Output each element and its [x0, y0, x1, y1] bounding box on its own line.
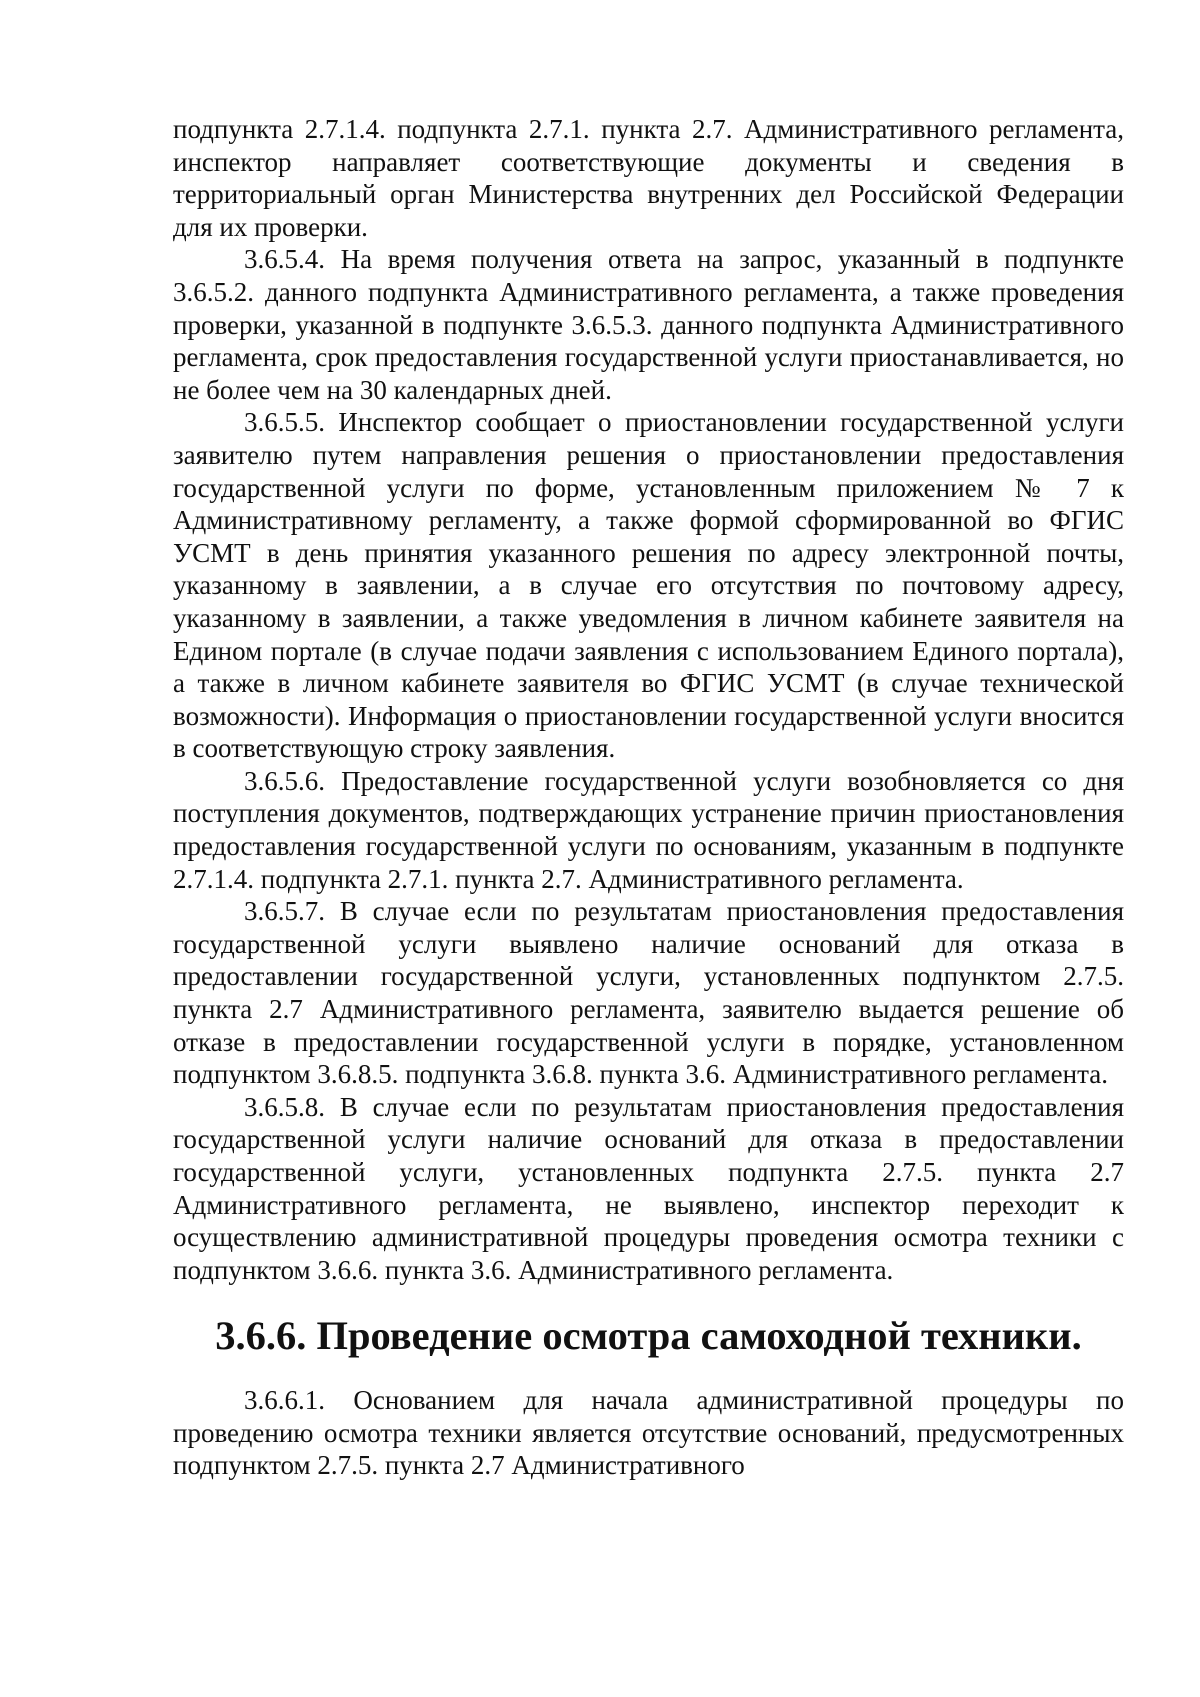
- paragraph-3-6-5-7: 3.6.5.7. В случае если по результатам приостановления предоставления государственной услуги выявлено наличие оснований для отказа в предоставлении государственной услуги, установленных подпунктом 2.7.5. пункта 2.7 Административного регламента, заявителю выдается решение об отказе в предоставлении государственной услуги в порядке, установленном подпунктом 3.6.8.5. подпункта 3.6.8. пункта 3.6. Административного регламента.: [173, 896, 1124, 1090]
- paragraph-3-6-6-1: 3.6.6.1. Основанием для начала административной процедуры по проведению осмотра техники является отсутствие оснований, предусмотренных подпунктом 2.7.5. пункта 2.7 Административного: [173, 1384, 1124, 1481]
- paragraph-3-6-5-6: 3.6.5.6. Предоставление государственной услуги возобновляется со дня поступления документов, подтверждающих устранение причин приостановления предоставления государственной услуги по основаниям, указанным в подпункте 2.7.1.4. подпункта 2.7.1. пункта 2.7. Административного регламента.: [173, 765, 1124, 894]
- paragraph-3-6-5-8: 3.6.5.8. В случае если по результатам приостановления предоставления государственной услуги наличие оснований для отказа в предоставлении государственной услуги, установленных подпункта 2.7.5. пункта 2.7 Административного регламента, не выявлено, инспектор переходит к осуществлению административной процедуры проведения осмотра техники с подпунктом 3.6.6. пункта 3.6. Административного регламента.: [173, 1091, 1124, 1285]
- paragraph-continuation: подпункта 2.7.1.4. подпункта 2.7.1. пункта 2.7. Административного регламента, инспектор направляет соответствующие документы и сведения в территориальный орган Министерства внутренних дел Российской Федерации для их проверки.: [173, 114, 1124, 242]
- section-heading: 3.6.6. Проведение осмотра самоходной техники.: [215, 1313, 1082, 1359]
- paragraph-3-6-5-4: 3.6.5.4. На время получения ответа на запрос, указанный в подпункте 3.6.5.2. данного подпункта Административного регламента, а также проведения проверки, указанной в подпункте 3.6.5.3. данного подпункта Административного регламента, срок предоставления государственной услуги приостанавливается, но не более чем на 30 календарных дней.: [173, 244, 1124, 405]
- document-page: [173, 113, 1124, 1482]
- paragraph-3-6-5-5: 3.6.5.5. Инспектор сообщает о приостановлении государственной услуги заявителю путем направления решения о приостановлении предоставления государственной услуги по форме, установленным приложением № 7 к Административному регламенту, а также формой сформированной во ФГИС УСМТ в день принятия указанного решения по адресу электронной почты, указанному в заявлении, а в случае его отсутствия по почтовому адресу, указанному в заявлении, а также уведомления в личном кабинете заявителя на Едином портале (в случае подачи заявления с использованием Единого портала), а также в личном кабинете заявителя во ФГИС УСМТ (в случае технической возможности). Информация о приостановлении государственной услуги вносится в соответствующую строку заявления.: [173, 407, 1124, 764]
